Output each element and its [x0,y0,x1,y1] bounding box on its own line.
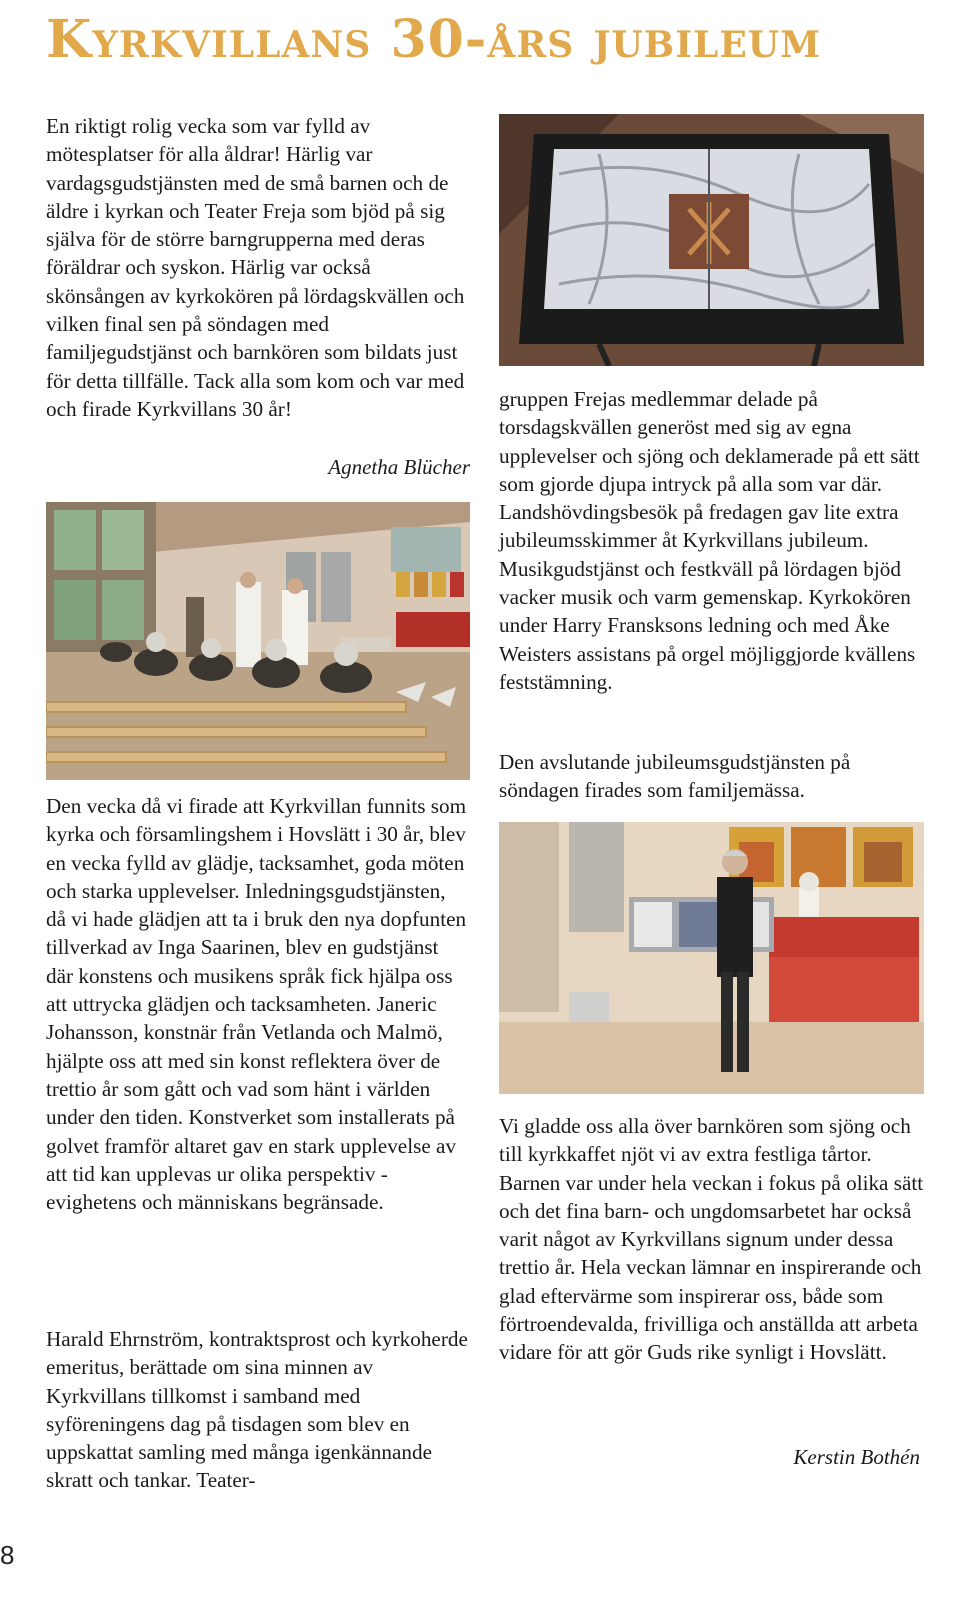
article-title: Kyrkvillans 30-års jubileum [46,9,822,70]
intro-paragraph: En riktigt rolig vecka som var fylld av mötesplatser för alla åldrar! Härlig var vardagsgudstjänsten med de små barnen och de äldre i kyrkan och Teater Freja som bjöd på sig själva för de större barngrupperna med deras föräldrar och syskon. Härlig var också skönsången av kyrkokören på lördagskvällen och vilken final sen på söndagen med familjegudstjänst och barnkören som bildats just för detta tillfälle. Tack alla som kom och var med och firade Kyrkvillans 30 år! [46,114,465,421]
left-body-paragraph-2: Harald Ehrnström, kontraktsprost och kyrkoherde emeritus, berättade om sina minnen av Kyrkvillans tillkomst i samband med syföreningens dag på tisdagen som blev en uppskattat samling med många igenkännande skratt och tankar. Teater- [46,1327,468,1493]
page-number: 8 [0,1540,15,1570]
artist-presentation-photo [499,822,924,1094]
right-body-paragraph-1: gruppen Frejas medlemmar delade på torsdagskvällen generöst med sig av egna upplevelser och sjöng och deklamerade på ett sätt som gjorde djupa intryck på alla som var där. Landshövdingsbesök på fredagen gav lite extra jubileumsskimmer åt Kyrkvillans jubileum. Musikgudstjänst och festkväll på lördagen bjöd vacker musik och varm gemenskap. Kyrkokören under Harry Fransksons ledning och med Åke Weisters assistans på orgel möjliggjorde kvällens feststämning. [499,387,920,694]
closing-signature: Kerstin Bothén [793,1445,920,1469]
right-body-paragraph-3: Vi gladde oss alla över barnkören som sjöng och till kyrkkaffet njöt vi av extra festliga tårtor. Barnen var under hela veckan i fokus på olika sätt och det fina barn- och ungdomsarbetet har också varit något av Kyrkvillans signum under dessa trettio år. Hela veckan lämnar en inspirerande och glad eftervärme som inspirerar oss, både som förtroendevalda, frivilliga och anställda att arbeta vidare för att gör Guds rike synligt i Hovslätt. [499,1114,924,1365]
intro-signature: Agnetha Blücher [328,455,470,479]
church-service-photo [46,502,470,780]
baptismal-font-photo [499,114,924,366]
left-body-paragraph-1: Den vecka då vi firade att Kyrkvillan funnits som kyrka och församlingshem i Hovslätt i 30 år, blev en vecka fylld av glädje, tacksamhet, goda möten och starka upplevelser. Inledningsgudstjänsten, då vi hade glädjen att ta i bruk den nya dopfunten tillverkad av Inga Saarinen, blev en gudstjänst där konstens och musikens språk fick hjälpa oss att uttrycka glädjen och tacksamheten. Janeric Johansson, konstnär från Vetlanda och Malmö, hjälpte oss att med sin konst reflektera över de trettio år som gått och vad som hänt i världen under den tiden. Konstverket som installerats på golvet framför altaret gav en stark upplevelse av att tid kan upplevas ur olika perspektiv - evighetens och människans begränsade. [46,794,467,1215]
right-body-paragraph-2: Den avslutande jubileumsgudstjänsten på söndagen firades som familjemässa. [499,750,851,803]
